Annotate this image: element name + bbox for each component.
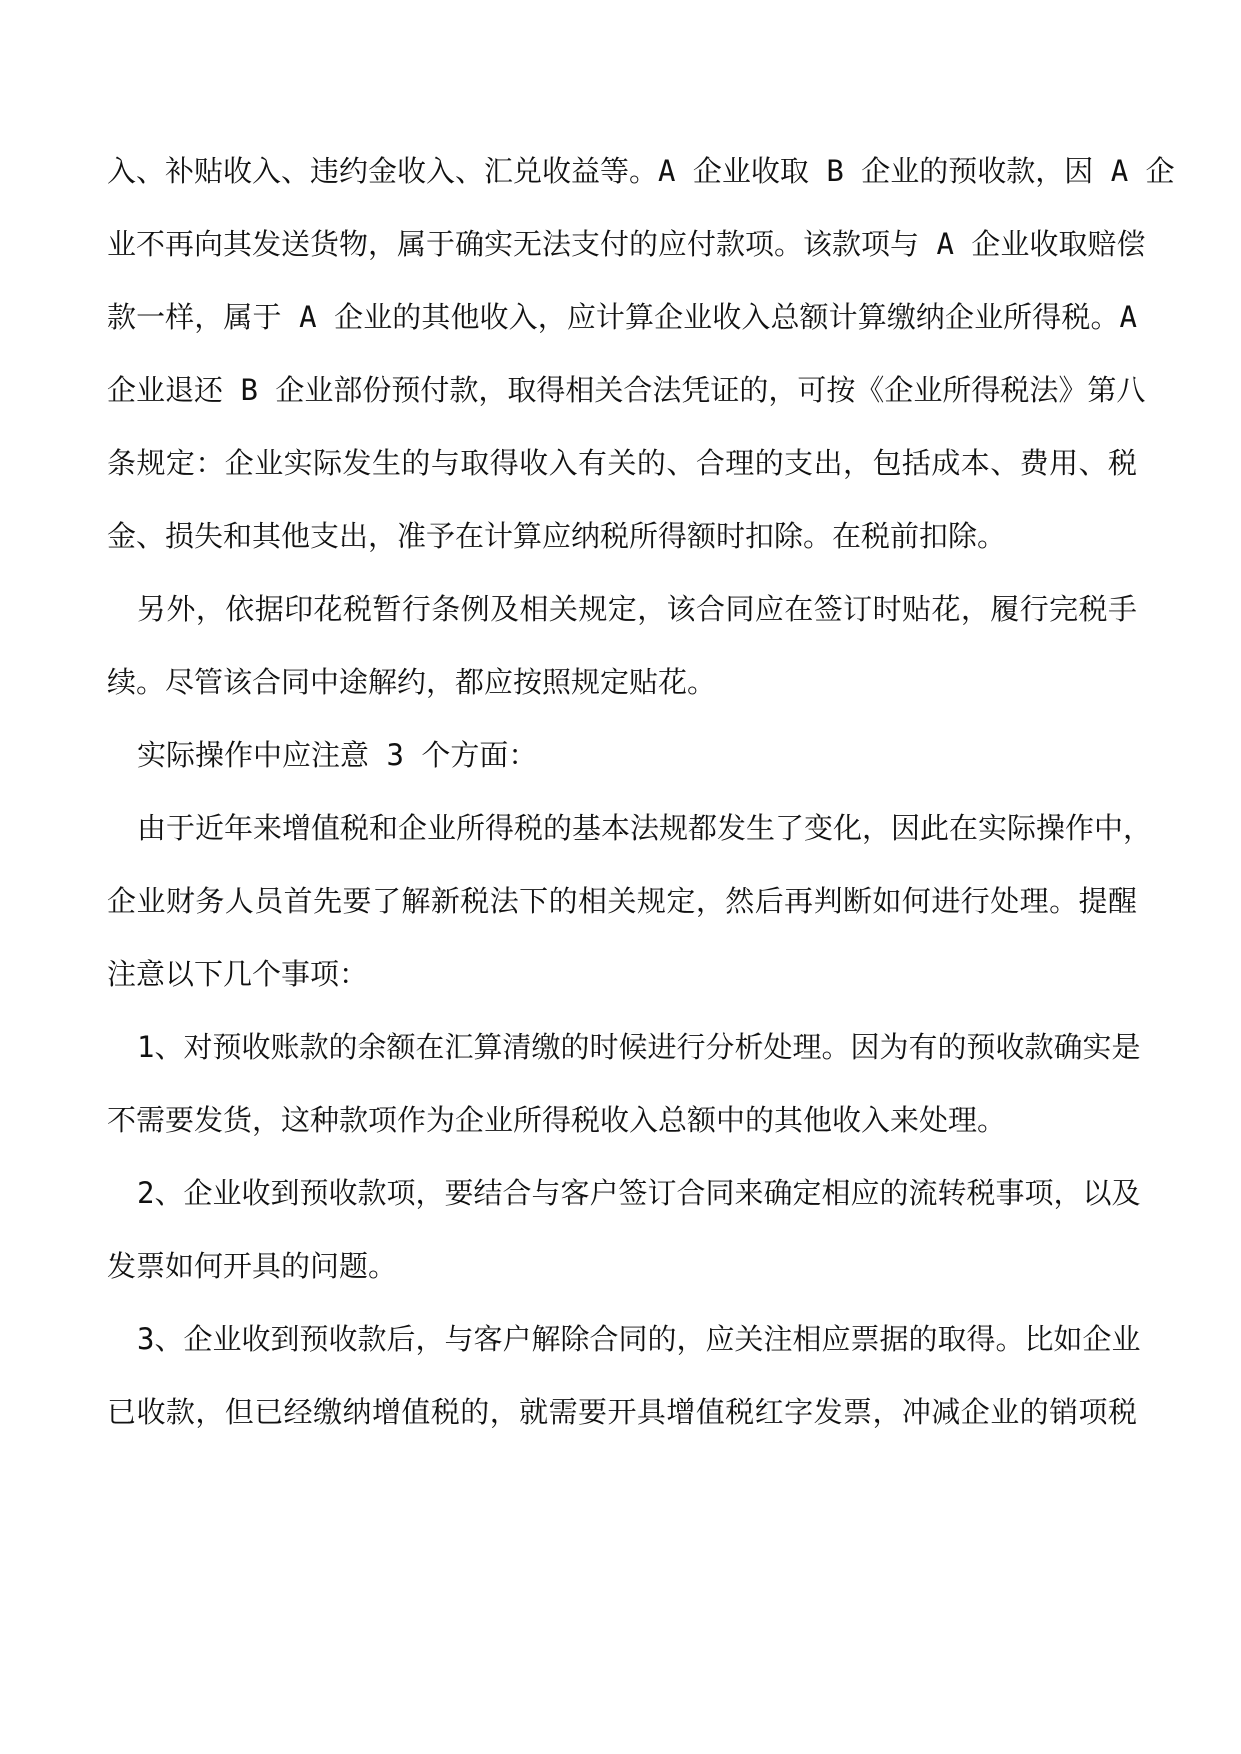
text-line: 入、补贴收入、违约金收入、汇兑收益等。A 企业收取 B 企业的预收款，因 A 企 [107, 154, 1175, 188]
paragraph-start: 另外，依据印花税暂行条例及相关规定，该合同应在签订时贴花，履行完税手 [137, 592, 1137, 626]
text-line: 金、损失和其他支出，准予在计算应纳税所得额时扣除。在税前扣除。 [107, 519, 1007, 553]
text-line: 续。尽管该合同中途解约，都应按照规定贴花。 [107, 665, 717, 699]
text-line: 条规定：企业实际发生的与取得收入有关的、合理的支出，包括成本、费用、税 [107, 446, 1137, 480]
text-line: 业不再向其发送货物，属于确实无法支付的应付款项。该款项与 A 企业收取赔偿 [107, 227, 1146, 261]
list-item-3: 3、企业收到预收款后，与客户解除合同的，应关注相应票据的取得。比如企业 [137, 1322, 1141, 1356]
paragraph-start: 实际操作中应注意 3 个方面： [137, 738, 538, 772]
text-line: 不需要发货，这种款项作为企业所得税收入总额中的其他收入来处理。 [107, 1103, 1007, 1137]
text-line: 企业财务人员首先要了解新税法下的相关规定，然后再判断如何进行处理。提醒 [107, 884, 1137, 918]
text-line: 企业退还 B 企业部份预付款，取得相关合法凭证的，可按《企业所得税法》第八 [107, 373, 1146, 407]
paragraph-start: 由于近年来增值税和企业所得税的基本法规都发生了变化，因此在实际操作中， [137, 811, 1153, 845]
list-item-1: 1、对预收账款的余额在汇算清缴的时候进行分析处理。因为有的预收款确实是 [137, 1030, 1141, 1064]
text-line: 款一样，属于 A 企业的其他收入，应计算企业收入总额计算缴纳企业所得税。A [107, 300, 1137, 334]
text-line: 发票如何开具的问题。 [107, 1249, 398, 1283]
text-line: 已收款，但已经缴纳增值税的，就需要开具增值税红字发票，冲减企业的销项税 [107, 1395, 1137, 1429]
text-line: 注意以下几个事项： [107, 957, 369, 991]
list-item-2: 2、企业收到预收款项，要结合与客户签订合同来确定相应的流转税事项，以及 [137, 1176, 1141, 1210]
